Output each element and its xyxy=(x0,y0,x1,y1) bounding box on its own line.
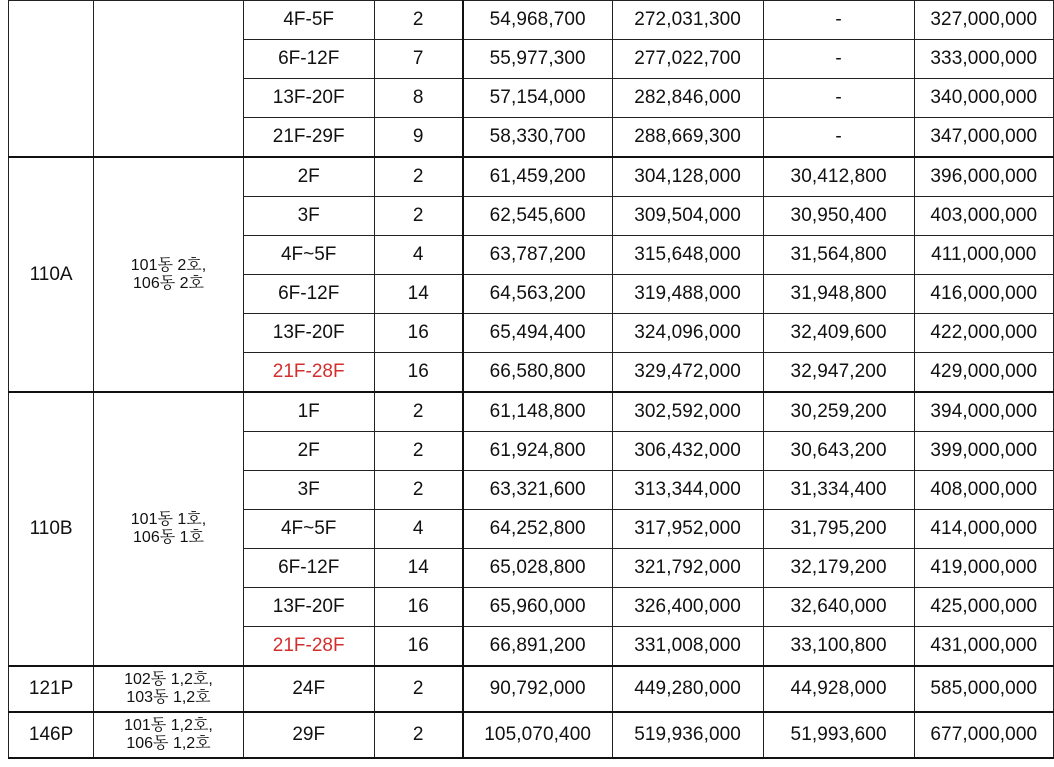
location-line: 101동 1호, xyxy=(130,511,207,528)
total-price-cell: 414,000,000 xyxy=(914,510,1053,549)
total-price-cell: 677,000,000 xyxy=(914,712,1053,758)
total-price-cell: 416,000,000 xyxy=(914,275,1053,314)
land-price-cell: 65,028,800 xyxy=(463,549,612,588)
location-cell xyxy=(94,157,244,392)
floor-range-cell: 4F-5F xyxy=(243,1,374,40)
unit-count-cell: 16 xyxy=(374,627,463,667)
unit-count-cell: 14 xyxy=(374,549,463,588)
floor-range-cell: 2F xyxy=(243,157,374,197)
land-price-cell: 63,321,600 xyxy=(463,471,612,510)
total-price-cell: 429,000,000 xyxy=(914,353,1053,393)
land-price-cell: 63,787,200 xyxy=(463,236,612,275)
building-price-cell: 319,488,000 xyxy=(612,275,763,314)
floor-range-cell: 6F-12F xyxy=(243,275,374,314)
location-cell xyxy=(94,712,244,758)
table-row xyxy=(9,392,1054,432)
building-price-cell: 309,504,000 xyxy=(612,197,763,236)
total-price-cell: 399,000,000 xyxy=(914,432,1053,471)
unit-count-cell: 9 xyxy=(374,118,463,158)
building-price-cell: 304,128,000 xyxy=(612,157,763,197)
total-price-cell: 419,000,000 xyxy=(914,549,1053,588)
total-price-cell: 408,000,000 xyxy=(914,471,1053,510)
location-cell xyxy=(94,666,244,712)
location-cell xyxy=(94,1,244,158)
building-price-cell: 306,432,000 xyxy=(612,432,763,471)
floor-range-cell: 13F-20F xyxy=(243,314,374,353)
vat-cell: - xyxy=(763,1,914,40)
vat-cell: 31,948,800 xyxy=(763,275,914,314)
table-body xyxy=(9,1,1054,759)
floor-range-cell: 21F-29F xyxy=(243,118,374,158)
unit-count-cell: 16 xyxy=(374,353,463,393)
land-price-cell: 55,977,300 xyxy=(463,40,612,79)
building-price-cell: 329,472,000 xyxy=(612,353,763,393)
vat-cell: 31,564,800 xyxy=(763,236,914,275)
unit-count-cell: 4 xyxy=(374,236,463,275)
table-row xyxy=(9,712,1054,758)
land-price-cell: 105,070,400 xyxy=(463,712,612,758)
unit-count-cell: 16 xyxy=(374,588,463,627)
building-price-cell: 317,952,000 xyxy=(612,510,763,549)
total-price-cell: 347,000,000 xyxy=(914,118,1053,158)
vat-cell: 30,259,200 xyxy=(763,392,914,432)
land-price-cell: 66,891,200 xyxy=(463,627,612,667)
building-price-cell: 331,008,000 xyxy=(612,627,763,667)
total-price-cell: 403,000,000 xyxy=(914,197,1053,236)
floor-range-cell: 21F-28F xyxy=(243,627,374,667)
vat-cell: 32,409,600 xyxy=(763,314,914,353)
land-price-cell: 64,563,200 xyxy=(463,275,612,314)
building-price-cell: 277,022,700 xyxy=(612,40,763,79)
total-price-cell: 411,000,000 xyxy=(914,236,1053,275)
floor-range-cell: 1F xyxy=(243,392,374,432)
vat-cell: 32,179,200 xyxy=(763,549,914,588)
vat-cell: 44,928,000 xyxy=(763,666,914,712)
unit-count-cell: 14 xyxy=(374,275,463,314)
building-price-cell: 324,096,000 xyxy=(612,314,763,353)
price-table xyxy=(8,0,1054,759)
total-price-cell: 394,000,000 xyxy=(914,392,1053,432)
land-price-cell: 61,924,800 xyxy=(463,432,612,471)
vat-cell: 32,947,200 xyxy=(763,353,914,393)
land-price-cell: 58,330,700 xyxy=(463,118,612,158)
table-row xyxy=(9,1,1054,40)
floor-range-cell: 4F~5F xyxy=(243,236,374,275)
building-price-cell: 519,936,000 xyxy=(612,712,763,758)
building-price-cell: 315,648,000 xyxy=(612,236,763,275)
unit-count-cell: 2 xyxy=(374,197,463,236)
location-line: 103동 1,2호 xyxy=(126,689,211,706)
total-price-cell: 585,000,000 xyxy=(914,666,1053,712)
building-price-cell: 449,280,000 xyxy=(612,666,763,712)
floor-range-cell: 2F xyxy=(243,432,374,471)
land-price-cell: 62,545,600 xyxy=(463,197,612,236)
floor-range-cell: 6F-12F xyxy=(243,40,374,79)
building-price-cell: 282,846,000 xyxy=(612,79,763,118)
unit-count-cell: 8 xyxy=(374,79,463,118)
land-price-cell: 64,252,800 xyxy=(463,510,612,549)
land-price-cell: 54,968,700 xyxy=(463,1,612,40)
vat-cell: 33,100,800 xyxy=(763,627,914,667)
unit-count-cell: 2 xyxy=(374,666,463,712)
total-price-cell: 327,000,000 xyxy=(914,1,1053,40)
unit-count-cell: 2 xyxy=(374,432,463,471)
vat-cell: - xyxy=(763,79,914,118)
building-price-cell: 321,792,000 xyxy=(612,549,763,588)
location-cell xyxy=(94,392,244,666)
floor-range-cell: 6F-12F xyxy=(243,549,374,588)
land-price-cell: 66,580,800 xyxy=(463,353,612,393)
total-price-cell: 431,000,000 xyxy=(914,627,1053,667)
unit-count-cell: 4 xyxy=(374,510,463,549)
table-row xyxy=(9,666,1054,712)
land-price-cell: 65,960,000 xyxy=(463,588,612,627)
building-price-cell: 326,400,000 xyxy=(612,588,763,627)
vat-cell: 51,993,600 xyxy=(763,712,914,758)
unit-type-cell xyxy=(9,1,94,158)
vat-cell: 30,643,200 xyxy=(763,432,914,471)
land-price-cell: 61,148,800 xyxy=(463,392,612,432)
total-price-cell: 340,000,000 xyxy=(914,79,1053,118)
floor-range-cell: 3F xyxy=(243,471,374,510)
unit-count-cell: 2 xyxy=(374,471,463,510)
floor-range-cell: 13F-20F xyxy=(243,588,374,627)
vat-cell: 31,334,400 xyxy=(763,471,914,510)
location-line: 106동 2호 xyxy=(133,274,204,292)
floor-range-cell: 21F-28F xyxy=(243,353,374,393)
unit-count-cell: 2 xyxy=(374,392,463,432)
land-price-cell: 61,459,200 xyxy=(463,157,612,197)
location-line: 106동 1,2호 xyxy=(126,735,211,752)
location-line: 101동 2호, xyxy=(130,256,207,274)
vat-cell: - xyxy=(763,40,914,79)
floor-range-cell: 13F-20F xyxy=(243,79,374,118)
vat-cell: 30,950,400 xyxy=(763,197,914,236)
table-row xyxy=(9,157,1054,197)
building-price-cell: 288,669,300 xyxy=(612,118,763,158)
location-line: 102동 1,2호, xyxy=(124,671,213,688)
building-price-cell: 313,344,000 xyxy=(612,471,763,510)
unit-count-cell: 2 xyxy=(374,1,463,40)
floor-range-cell: 4F~5F xyxy=(243,510,374,549)
building-price-cell: 302,592,000 xyxy=(612,392,763,432)
location-line: 106동 1호 xyxy=(133,529,204,546)
total-price-cell: 422,000,000 xyxy=(914,314,1053,353)
land-price-cell: 57,154,000 xyxy=(463,79,612,118)
vat-cell: - xyxy=(763,118,914,158)
floor-range-cell: 29F xyxy=(243,712,374,758)
floor-range-cell: 3F xyxy=(243,197,374,236)
total-price-cell: 425,000,000 xyxy=(914,588,1053,627)
vat-cell: 32,640,000 xyxy=(763,588,914,627)
location-line: 101동 1,2호, xyxy=(124,717,213,734)
unit-count-cell: 2 xyxy=(374,157,463,197)
unit-count-cell: 16 xyxy=(374,314,463,353)
building-price-cell: 272,031,300 xyxy=(612,1,763,40)
unit-type-cell: 121P xyxy=(9,666,94,712)
unit-count-cell: 2 xyxy=(374,712,463,758)
total-price-cell: 396,000,000 xyxy=(914,157,1053,197)
unit-type-cell: 110A xyxy=(9,157,94,392)
land-price-cell: 90,792,000 xyxy=(463,666,612,712)
floor-range-cell: 24F xyxy=(243,666,374,712)
vat-cell: 31,795,200 xyxy=(763,510,914,549)
land-price-cell: 65,494,400 xyxy=(463,314,612,353)
unit-type-cell: 146P xyxy=(9,712,94,758)
unit-type-cell: 110B xyxy=(9,392,94,666)
unit-count-cell: 7 xyxy=(374,40,463,79)
vat-cell: 30,412,800 xyxy=(763,157,914,197)
total-price-cell: 333,000,000 xyxy=(914,40,1053,79)
